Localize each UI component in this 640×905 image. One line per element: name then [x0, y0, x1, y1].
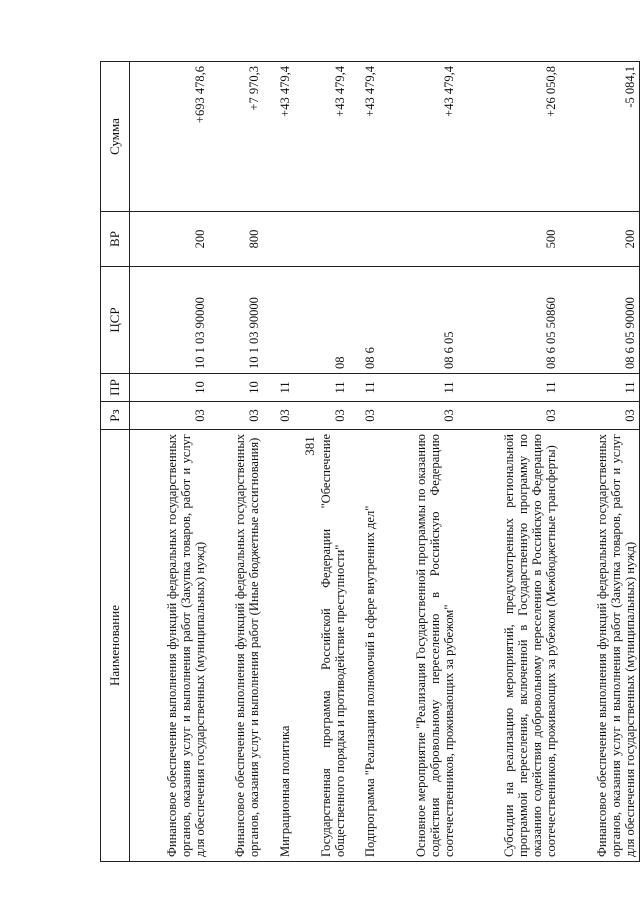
cell-csr: 08 6 05 90000	[560, 267, 639, 374]
cell-vr: 500	[458, 212, 560, 267]
cell-name: Миграционная политика	[263, 430, 294, 862]
table-row	[458, 62, 560, 862]
cell-sum: +26 050,8	[458, 62, 560, 212]
cell-rz: 03	[458, 402, 560, 430]
cell-rz: 03	[349, 402, 380, 430]
table-row	[130, 62, 209, 862]
cell-vr: 200	[130, 212, 209, 267]
cell-sum: +43 479,4	[349, 62, 380, 212]
cell-pr: 11	[560, 374, 639, 402]
cell-rz: 03	[294, 402, 349, 430]
header-rz: Рз	[101, 402, 130, 430]
cell-pr: 11	[294, 374, 349, 402]
page-number: 381	[301, 436, 317, 456]
cell-csr: 08 6 05	[379, 267, 457, 374]
table-row	[349, 62, 380, 862]
table-row	[560, 62, 639, 862]
cell-pr: 11	[263, 374, 294, 402]
cell-rz: 03	[379, 402, 457, 430]
cell-vr	[349, 212, 380, 267]
header-csr: ЦСР	[101, 267, 130, 374]
cell-rz: 03	[263, 402, 294, 430]
header-name: Наименование	[101, 430, 130, 862]
cell-csr: 10 1 03 90000	[209, 267, 264, 374]
cell-csr: 08 6	[349, 267, 380, 374]
cell-pr: 10	[130, 374, 209, 402]
cell-vr: 200	[560, 212, 639, 267]
table-row	[379, 62, 457, 862]
cell-sum: +7 970,3	[209, 62, 264, 212]
table-row	[263, 62, 294, 862]
header-sum: Сумма	[101, 62, 130, 212]
cell-sum: +43 479,4	[379, 62, 457, 212]
header-vr: ВР	[101, 212, 130, 267]
budget-table	[100, 61, 640, 862]
cell-name: Основное мероприятие "Реализация Государственной программы по оказанию содействия добровольному переселению в Российскую Федерацию соотечественников, проживающих за рубежом"	[379, 430, 457, 862]
cell-name: Финансовое обеспечение выполнения функций федеральных государственных органов, оказания услуг и выполнения работ (Закупка товаров, работ и услуг для обеспечения государственных (муниципальных) нужд)	[130, 430, 209, 862]
cell-rz: 03	[560, 402, 639, 430]
cell-vr	[379, 212, 457, 267]
cell-vr: 800	[209, 212, 264, 267]
cell-pr: 11	[458, 374, 560, 402]
cell-name: Подпрограмма "Реализация полномочий в сфере внутренних дел"	[349, 430, 380, 862]
cell-csr: 08 6 05 50860	[458, 267, 560, 374]
cell-sum: +43 479,4	[294, 62, 349, 212]
cell-pr: 11	[349, 374, 380, 402]
header-row	[101, 62, 130, 862]
table-row	[209, 62, 264, 862]
cell-name: Финансовое обеспечение выполнения функций федеральных государственных органов, оказания услуг и выполнения работ (Закупка товаров, работ и услуг для обеспечения государственных (муниципальных) нужд)	[560, 430, 639, 862]
cell-csr: 08	[294, 267, 349, 374]
cell-rz: 03	[209, 402, 264, 430]
cell-vr	[263, 212, 294, 267]
cell-sum: +43 479,4	[263, 62, 294, 212]
header-pr: ПР	[101, 374, 130, 402]
cell-pr: 10	[209, 374, 264, 402]
cell-pr: 11	[379, 374, 457, 402]
cell-csr: 10 1 03 90000	[130, 267, 209, 374]
cell-sum: +693 478,6	[130, 62, 209, 212]
cell-name: Субсидии на реализацию мероприятий, предусмотренных региональной программой переселения, включенной в Государственную программу по оказанию содействия добровольному переселению в Российскую Федерацию соотечественников, проживающих за рубежом (Межбюджетные трансферты)	[458, 430, 560, 862]
cell-vr	[294, 212, 349, 267]
cell-csr	[263, 267, 294, 374]
cell-sum: -5 084,1	[560, 62, 639, 212]
rotated-table-container	[100, 62, 640, 862]
cell-name: Финансовое обеспечение выполнения функций федеральных государственных органов, оказания услуг и выполнения работ (Иные бюджетные ассигнования)	[209, 430, 264, 862]
cell-rz: 03	[130, 402, 209, 430]
table-row	[294, 62, 349, 862]
cell-name: Государственная программа Российской Федерации "Обеспечение общественного порядка и противодействие преступности"	[294, 430, 349, 862]
